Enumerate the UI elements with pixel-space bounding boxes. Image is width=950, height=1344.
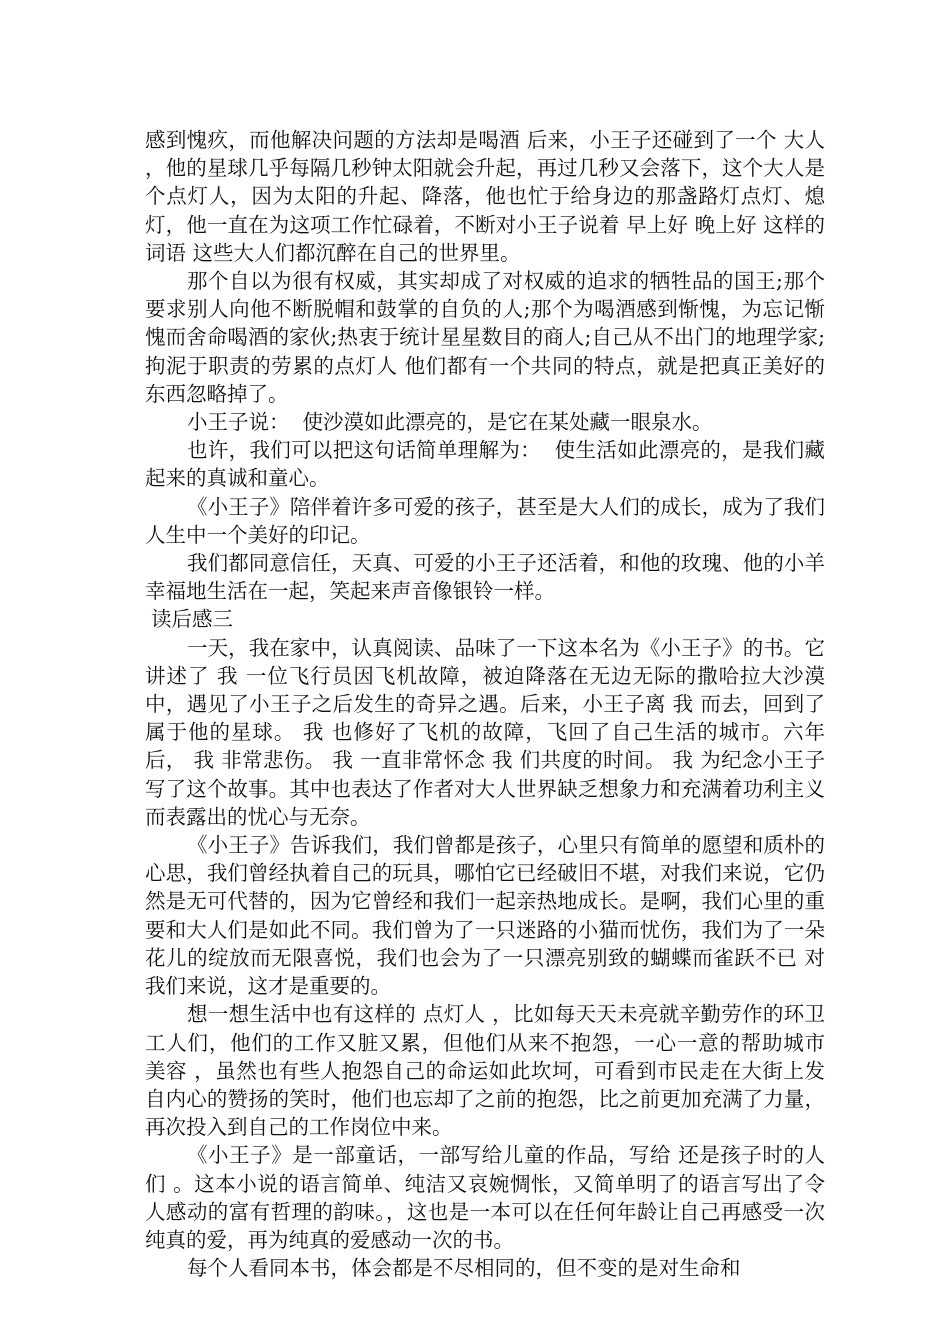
paragraph: 《小王子》告诉我们，我们曾都是孩子，心里只有简单的愿望和质朴的心思，我们曾经执着自己的玩具，哪怕它已经破旧不堪，对我们来说，它仍然是无可代替的，因为它曾经和我们一起亲热地成长。是啊，我们心里的重要和大人们是如此不同。我们曾为了一只迷路的小猫而忧伤，我们为了一朵花儿的绽放而无限喜悦，我们也会为了一只漂亮别致的蝴蝶而雀跃不已 对我们来说，这才是重要的。 bbox=[145, 833, 825, 999]
paragraph: 小王子说： 使沙漠如此漂亮的，是它在某处藏一眼泉水。 bbox=[187, 410, 713, 435]
paragraph: 《小王子》是一部童话，一部写给儿童的作品，写给 还是孩子时的人们 。这本小说的语言简单、纯洁又哀婉惆怅，又简单明了的语言写出了令人感动的富有哲理的韵味。，这也是一本可以在任何年龄让自己再感受一次纯真的爱，再为纯真的爱感动一次的书。 bbox=[145, 1143, 825, 1252]
document-body bbox=[145, 126, 832, 1282]
paragraph: 每个人看同本书，体会都是不尽相同的，但不变的是对生命和 bbox=[187, 1256, 741, 1281]
paragraph: 我们都同意信任，天真、可爱的小王子还活着，和他的玫瑰、他的小羊幸福地生活在一起，笑起来声音像银铃一样。 bbox=[145, 551, 825, 604]
paragraph: 一天，我在家中，认真阅读、品味了一下这本名为《小王子》的书。它讲述了 我 一位飞行员因飞机故障，被迫降落在无边无际的撒哈拉大沙漠中，遇见了小王子之后发生的奇异之遇。后来，小王子离 我 而去，回到了属于他的星球。 我 也修好了飞机的故障，飞回了自己生活的城市。六年后， 我 非常悲伤。 我 一直非常怀念 我 们共度的时间。 我 为纪念小王子写了这个故事。其中也表达了作者对大人世界缺乏想象力和充满着功利主义而表露出的忧心与无奈。 bbox=[145, 635, 825, 829]
paragraph: 那个自以为很有权威，其实却成了对权威的追求的牺牲品的国王;那个要求别人向他不断脱帽和鼓掌的自负的人;那个为喝酒感到惭愧，为忘记惭愧而舍命喝酒的家伙;热衷于统计星星数目的商人;自己从不出门的地理学家;拘泥于职责的劳累的点灯人 他们都有一个共同的特点，就是把真正美好的东西忽略掉了。 bbox=[145, 269, 825, 406]
paragraph: 《小王子》陪伴着许多可爱的孩子，甚至是大人们的成长，成为了我们人生中一个美好的印记。 bbox=[145, 494, 825, 547]
paragraph: 感到愧疚，而他解决问题的方法却是喝酒 后来，小王子还碰到了一个 大人 ，他的星球几乎每隔几秒钟太阳就会升起，再过几秒又会落下，这个大人是个点灯人，因为太阳的升起、降落，他也忙于给身边的那盏路灯点灯、熄灯，他一直在为这项工作忙碌着，不断对小王子说着 早上好 晚上好 这样的词语 这些大人们都沉醉在自己的世界里。 bbox=[145, 128, 832, 265]
paragraph: 也许，我们可以把这句话简单理解为： 使生活如此漂亮的，是我们藏起来的真诚和童心。 bbox=[145, 438, 825, 491]
section-heading: 读后感三 bbox=[151, 607, 233, 632]
paragraph: 想一想生活中也有这样的 点灯人 ，比如每天天未亮就辛勤劳作的环卫工人们，他们的工作又脏又累，但他们从来不抱怨，一心一意的帮助城市 美容 ，虽然也有些人抱怨自己的命运如此坎坷，可看到市民走在大街上发自内心的赞扬的笑时，他们也忘却了之前的抱怨，比之前更加充满了力量，再次投入到自己的工作岗位中来。 bbox=[145, 1002, 832, 1140]
